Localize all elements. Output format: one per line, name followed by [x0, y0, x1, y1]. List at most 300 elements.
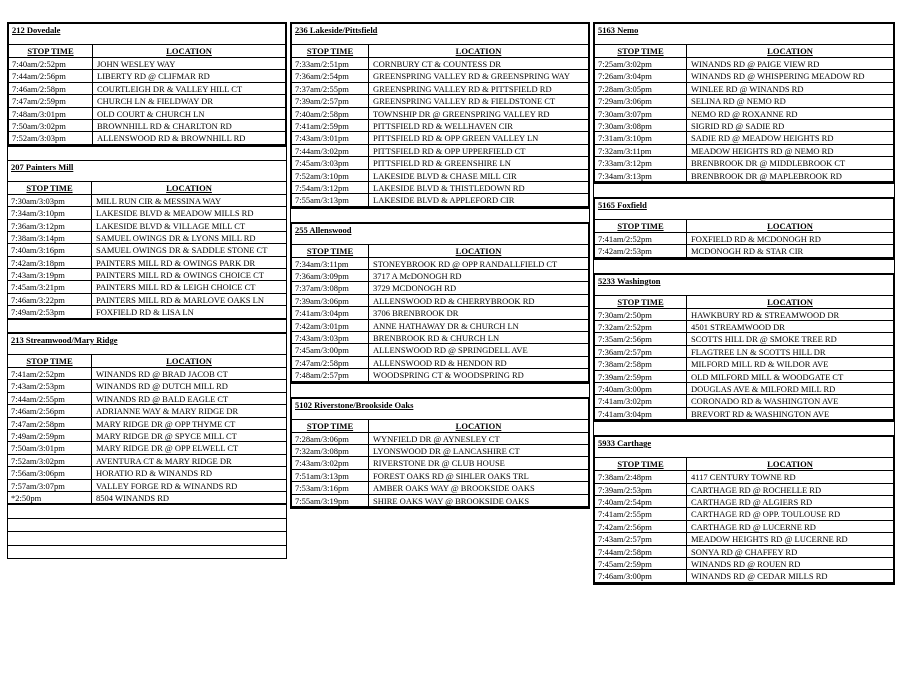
table-row [595, 570, 893, 582]
table-row [595, 371, 893, 383]
location-cell: MARY RIDGE DR @ SPYCE MILL CT [96, 430, 237, 441]
table-row [595, 358, 893, 370]
stop-time-cell: 7:39am/2:59pm [595, 371, 687, 382]
table-header [595, 220, 893, 233]
route-streamwood [7, 333, 287, 505]
stop-time-cell: 7:28am/3:06pm [292, 433, 369, 444]
stop-time-cell: 7:40am/3:00pm [595, 383, 687, 394]
location-cell: WINANDS RD @ ROUEN RD [691, 558, 801, 569]
location-cell: ADRIANNE WAY & MARY RIDGE DR [96, 406, 239, 417]
location-cell: PITTSFIELD RD & OPP UPPERFIELD CT [373, 145, 526, 156]
table-header [9, 45, 285, 58]
route-title: 207 Painters Mill [8, 161, 286, 182]
table-row [9, 58, 285, 70]
location-cell: HAWKBURY RD & STREAMWOOD DR [691, 309, 840, 320]
location-cell: ALLENSWOOD RD & BROWNHILL RD [97, 133, 246, 144]
table-row [8, 393, 286, 405]
stop-time-cell: 7:45am/3:21pm [8, 281, 92, 292]
stop-time-cell: 7:55am/3:19pm [292, 495, 369, 506]
location-cell: MARY RIDGE DR @ OPP THYME CT [96, 418, 236, 429]
table-row [9, 83, 285, 95]
location-cell: PITTSFIELD RD & WELLHAVEN CIR [373, 120, 513, 131]
stop-time-cell: 7:26am/3:04pm [595, 70, 687, 81]
stop-time-cell: 7:34am/3:10pm [8, 207, 92, 218]
table-row [595, 70, 893, 82]
location-cell: STONEYBROOK RD @ OPP RANDALLFIELD CT [373, 258, 558, 269]
location-cell: WYNFIELD DR @ AYNESLEY CT [373, 433, 500, 444]
location-cell: VALLEY FORGE RD & WINANDS RD [96, 480, 238, 491]
stop-time-cell: 7:44am/2:55pm [8, 393, 92, 404]
route-title: 5933 Carthage [595, 437, 893, 458]
route-title: 5233 Washington [595, 275, 893, 296]
table-row [8, 418, 286, 430]
location-cell: CARTHAGE RD @ ALGIERS RD [691, 496, 813, 507]
middle-column [290, 22, 590, 509]
location-cell: 4117 CENTURY TOWNE RD [691, 472, 796, 483]
table-row [292, 270, 588, 282]
stop-time-cell: 7:46am/3:22pm [8, 294, 92, 305]
stop-time-cell: 7:40am/2:54pm [595, 496, 687, 507]
stop-time-cell: 7:30am/3:03pm [8, 195, 92, 206]
stop-time-cell: 7:29am/3:06pm [595, 95, 687, 106]
table-row [292, 344, 588, 356]
route-riverstone [290, 397, 590, 509]
stop-time-cell: 7:47am/2:59pm [9, 95, 93, 106]
table-row [292, 445, 588, 457]
stop-time-header: STOP TIME [292, 245, 369, 257]
empty-row [7, 320, 287, 333]
table-row [595, 383, 893, 395]
stop-time-cell: 7:31am/3:10pm [595, 132, 687, 143]
stop-time-cell: 7:45am/3:00pm [292, 344, 369, 355]
table-row [8, 269, 286, 281]
route-title: 213 Streamwood/Mary Ridge [8, 334, 286, 355]
table-row [595, 333, 893, 345]
location-cell: 3729 MCDONOGH RD [373, 283, 457, 294]
route-dovedale [7, 22, 287, 147]
location-header: LOCATION [166, 46, 212, 56]
stop-time-cell: 7:36am/2:54pm [292, 70, 369, 81]
route-nemo [593, 22, 895, 184]
stop-time-cell: 7:33am/3:12pm [595, 157, 687, 168]
stop-time-cell: 7:36am/3:12pm [8, 220, 92, 231]
location-cell: MCDONOGH RD & STAR CIR [691, 246, 804, 257]
table-row [9, 132, 285, 144]
location-cell: AVENTURA CT & MARY RIDGE DR [96, 455, 232, 466]
location-cell: NEMO RD @ ROXANNE RD [691, 108, 798, 119]
table-row [292, 470, 588, 482]
location-cell: LAKESIDE BLVD & THISTLEDOWN RD [373, 182, 525, 193]
location-cell: WINANDS RD @ CEDAR MILLS RD [691, 571, 828, 582]
location-cell: JOHN WESLEY WAY [97, 59, 176, 69]
location-cell: PAINTERS MILL RD & OWINGS CHOICE CT [96, 270, 264, 281]
table-row [292, 457, 588, 469]
table-row [292, 320, 588, 332]
route-allenswood [290, 222, 590, 384]
table-header [292, 245, 588, 258]
stop-time-cell: 7:38am/2:58pm [595, 358, 687, 369]
table-row [595, 496, 893, 508]
location-cell: LAKESIDE BLVD & MEADOW MILLS RD [96, 208, 254, 219]
table-row [595, 233, 893, 245]
gap [593, 260, 895, 273]
location-cell: 3717 A McDONOGH RD [373, 271, 462, 282]
table-row [8, 455, 286, 467]
stop-time-cell: 7:41am/3:02pm [595, 395, 687, 406]
table-row [8, 257, 286, 269]
stop-time-cell: 7:43am/3:02pm [292, 457, 369, 468]
table-row [595, 245, 893, 257]
stop-time-cell: 7:46am/3:00pm [595, 570, 687, 581]
location-cell: BREVORT RD & WASHINGTON AVE [691, 408, 830, 419]
table-row [9, 95, 285, 107]
table-row [8, 306, 286, 318]
location-cell: CARTHAGE RD @ LUCERNE RD [691, 521, 816, 532]
location-cell: CARTHAGE RD @ ROCHELLE RD [691, 484, 822, 495]
table-row [292, 157, 588, 169]
stop-time-cell: 7:43am/3:19pm [8, 269, 92, 280]
location-cell: FOREST OAKS RD @ SIHLER OAKS TRL [373, 470, 529, 481]
table-row [292, 369, 588, 381]
location-cell: PITTSFIELD RD & GREENSHIRE LN [373, 158, 511, 169]
route-title: 5163 Nemo [595, 24, 893, 45]
stop-time-cell: 7:41am/2:52pm [8, 368, 92, 379]
stop-time-cell: 7:46am/2:58pm [9, 83, 93, 94]
route-lakeside [290, 22, 590, 209]
table-row [8, 281, 286, 293]
table-row [595, 132, 893, 144]
location-header: LOCATION [455, 420, 502, 431]
stop-time-header: STOP TIME [8, 355, 92, 367]
stop-time-cell: 7:55am/3:13pm [292, 194, 369, 205]
stop-time-cell: 7:25am/3:02pm [595, 58, 687, 69]
table-row [595, 58, 893, 70]
location-cell: GREENSPRING VALLEY RD & FIELDSTONE CT [373, 96, 556, 107]
location-cell: CARTHAGE RD @ OPP. TOULOUSE RD [691, 509, 841, 520]
stop-time-cell: 7:39am/2:57pm [292, 95, 369, 106]
table-header [595, 45, 893, 58]
route-carthage [593, 435, 895, 585]
stop-time-cell: 7:42am/3:18pm [8, 257, 92, 268]
stop-time-cell: 7:39am/2:53pm [595, 484, 687, 495]
stop-time-cell: 7:52am/3:10pm [292, 170, 369, 181]
table-row [8, 480, 286, 492]
stop-time-cell: 7:42am/3:01pm [292, 320, 369, 331]
location-cell: MEADOW HEIGHTS RD @ LUCERNE RD [691, 534, 848, 545]
table-row [595, 346, 893, 358]
empty-row [7, 519, 287, 532]
table-row [292, 83, 588, 95]
stop-time-cell: 7:30am/3:08pm [595, 120, 687, 131]
table-row [595, 95, 893, 107]
stop-time-cell: 7:34am/3:11pm [292, 258, 369, 269]
stop-time-cell: 7:56am/3:06pm [8, 467, 92, 478]
stop-time-cell: 7:28am/3:05pm [595, 83, 687, 94]
stop-time-cell: 7:33am/2:51pm [292, 58, 369, 69]
stop-time-header: STOP TIME [595, 45, 687, 57]
table-row [8, 368, 286, 380]
stop-time-header: STOP TIME [595, 220, 687, 232]
stop-time-cell: 7:43am/2:53pm [8, 380, 92, 391]
table-row [292, 307, 588, 319]
route-title: 212 Dovedale [9, 24, 285, 45]
stop-time-cell: 7:40am/2:52pm [9, 58, 93, 69]
table-row [595, 508, 893, 520]
table-row [292, 332, 588, 344]
location-cell: 4501 STREAMWOOD DR [691, 322, 785, 333]
location-cell: FOXFIELD RD & LISA LN [96, 307, 194, 318]
stop-time-cell: 7:41am/3:04pm [292, 307, 369, 318]
stop-time-cell: 7:36am/3:09pm [292, 270, 369, 281]
location-cell: 8504 WINANDS RD [96, 492, 170, 503]
table-row [292, 108, 588, 120]
table-row [292, 120, 588, 132]
stop-time-cell: 7:37am/3:08pm [292, 282, 369, 293]
location-cell: SAMUEL OWINGS DR & LYONS MILL RD [96, 232, 256, 243]
route-washington [593, 273, 895, 423]
location-cell: SADIE RD @ MEADOW HEIGHTS RD [691, 133, 834, 144]
stop-time-cell: 7:52am/3:02pm [8, 455, 92, 466]
stop-time-cell: 7:53am/3:16pm [292, 482, 369, 493]
stop-time-cell: 7:41am/2:59pm [292, 120, 369, 131]
location-cell: TOWNSHIP DR @ GREENSPRING VALLEY RD [373, 108, 550, 119]
location-cell: BRENBROOK DR @ MIDDLEBROOK CT [691, 158, 846, 169]
table-row [8, 220, 286, 232]
stop-time-cell: 7:40am/3:16pm [8, 244, 92, 255]
table-row [8, 232, 286, 244]
table-row [8, 405, 286, 417]
location-header: LOCATION [767, 220, 813, 231]
location-cell: BROWNHILL RD & CHARLTON RD [97, 120, 232, 131]
location-cell: PAINTERS MILL RD & OWINGS PARK DR [96, 257, 256, 268]
location-cell: LAKESIDE BLVD & VILLAGE MILL CT [96, 220, 246, 231]
table-row [8, 430, 286, 442]
table-row [8, 244, 286, 256]
table-row [595, 408, 893, 420]
table-row [292, 482, 588, 494]
table-row [595, 170, 893, 182]
stop-time-cell: 7:45am/3:03pm [292, 157, 369, 168]
table-row [292, 282, 588, 294]
table-row [595, 558, 893, 570]
stop-time-cell: 7:46am/2:56pm [8, 405, 92, 416]
location-cell: GREENSPRING VALLEY RD & PITTSFIELD RD [373, 83, 552, 94]
location-cell: WINLEE RD @ WINANDS RD [691, 83, 804, 94]
table-row [292, 58, 588, 70]
location-cell: COURTLEIGH DR & VALLEY HILL CT [97, 83, 243, 94]
stop-time-cell: 7:57am/3:07pm [8, 480, 92, 491]
location-cell: WINANDS RD @ WHISPERING MEADOW RD [691, 71, 865, 82]
table-row [292, 170, 588, 182]
route-painters-mill [7, 160, 287, 320]
stop-time-cell: 7:38am/3:14pm [8, 232, 92, 243]
stop-time-cell: 7:42am/2:56pm [595, 521, 687, 532]
stop-time-header: STOP TIME [8, 182, 92, 194]
left-column [7, 22, 287, 559]
table-row [595, 521, 893, 533]
stop-time-cell: 7:50am/3:02pm [9, 120, 93, 131]
table-row [292, 145, 588, 157]
route-foxfield [593, 197, 895, 260]
stop-time-cell: 7:52am/3:03pm [9, 132, 93, 143]
table-row [9, 108, 285, 120]
location-cell: LAKESIDE BLVD & CHASE MILL CIR [373, 170, 517, 181]
stop-time-header: STOP TIME [595, 458, 687, 470]
stop-time-header: STOP TIME [9, 45, 93, 57]
table-row [292, 433, 588, 445]
route-title: 5102 Riverstone/Brookside Oaks [292, 399, 588, 420]
table-row [8, 492, 286, 504]
location-cell: FLAGTREE LN & SCOTTS HILL DR [691, 346, 826, 357]
location-cell: MILFORD MILL RD & WILDOR AVE [691, 359, 829, 370]
empty-row [7, 505, 287, 518]
stop-time-cell: *2:50pm [8, 492, 92, 503]
table-row [595, 321, 893, 333]
location-cell: CORONADO RD & WASHINGTON AVE [691, 396, 839, 407]
stop-time-cell: 7:42am/2:53pm [595, 245, 687, 256]
table-row [595, 309, 893, 321]
gap [7, 147, 287, 160]
location-cell: MARY RIDGE DR @ OPP ELWELL CT [96, 443, 239, 454]
location-cell: MILL RUN CIR & MESSINA WAY [96, 195, 222, 206]
table-row [595, 108, 893, 120]
location-cell: CHURCH LN & FIELDWAY DR [97, 96, 214, 107]
location-cell: SONYA RD @ CHAFFEY RD [691, 546, 798, 557]
location-cell: RIVERSTONE DR @ CLUB HOUSE [373, 458, 505, 469]
stop-time-cell: 7:40am/2:58pm [292, 108, 369, 119]
location-cell: BRENBROOK RD & CHURCH LN [373, 333, 500, 344]
stop-time-header: STOP TIME [292, 45, 369, 57]
stop-time-header: STOP TIME [292, 420, 369, 432]
table-row [8, 442, 286, 454]
stop-time-cell: 7:39am/3:06pm [292, 295, 369, 306]
gap [593, 184, 895, 197]
table-row [595, 395, 893, 407]
stop-time-cell: 7:47am/2:58pm [8, 418, 92, 429]
location-cell: PAINTERS MILL RD & LEIGH CHOICE CT [96, 282, 256, 293]
right-column [593, 22, 895, 585]
location-cell: WINANDS RD @ BRAD JACOB CT [96, 369, 228, 380]
location-cell: SAMUEL OWINGS DR & SADDLE STONE CT [96, 245, 268, 256]
location-cell: ALLENSWOOD RD & HENDON RD [373, 357, 507, 368]
location-header: LOCATION [455, 46, 502, 56]
location-cell: ALLENSWOOD RD & CHERRYBROOK RD [373, 295, 535, 306]
location-cell: 3706 BRENBROOK DR [373, 308, 459, 319]
location-cell: ANNE HATHAWAY DR & CHURCH LN [373, 320, 519, 331]
empty-row [7, 532, 287, 545]
location-cell: SELINA RD @ NEMO RD [691, 96, 786, 107]
stop-time-cell: 7:54am/3:12pm [292, 182, 369, 193]
location-cell: AMBER OAKS WAY @ BROOKSIDE OAKS [373, 483, 535, 494]
table-header [8, 355, 286, 368]
stop-time-cell: 7:36am/2:57pm [595, 346, 687, 357]
stop-time-cell: 7:45am/2:59pm [595, 558, 687, 569]
table-header [595, 458, 893, 471]
location-cell: WINANDS RD @ DUTCH MILL RD [96, 381, 228, 392]
table-row [595, 471, 893, 483]
table-row [9, 120, 285, 132]
table-row [595, 120, 893, 132]
table-row [292, 295, 588, 307]
table-row [8, 467, 286, 479]
table-row [595, 484, 893, 496]
stop-time-cell: 7:43am/3:01pm [292, 132, 369, 143]
stop-time-cell: 7:38am/2:48pm [595, 471, 687, 482]
stop-time-cell: 7:32am/3:11pm [595, 145, 687, 156]
location-cell: GREENSPRING VALLEY RD & GREENSPRING WAY [373, 71, 571, 82]
table-row [8, 195, 286, 207]
route-title: 255 Allenswood [292, 224, 588, 245]
gap [593, 422, 895, 435]
table-row [595, 83, 893, 95]
stop-time-cell: 7:48am/3:01pm [9, 108, 93, 119]
table-row [9, 70, 285, 82]
stop-time-cell: 7:48am/2:57pm [292, 369, 369, 380]
stop-time-cell: 7:32am/3:08pm [292, 445, 369, 456]
location-cell: DOUGLAS AVE & MILFORD MILL RD [691, 384, 836, 395]
location-cell: SCOTTS HILL DR @ SMOKE TREE RD [691, 334, 837, 345]
table-header [8, 182, 286, 195]
stop-time-header: STOP TIME [595, 296, 687, 308]
stop-time-cell: 7:43am/3:03pm [292, 332, 369, 343]
location-cell: FOXFIELD RD & MCDONOGH RD [691, 233, 821, 244]
location-cell: SIGRID RD @ SADIE RD [691, 120, 785, 131]
stop-time-cell: 7:37am/2:55pm [292, 83, 369, 94]
table-row [595, 145, 893, 157]
table-row [292, 357, 588, 369]
location-cell: PITTSFIELD RD & OPP GREEN VALLEY LN [373, 133, 539, 144]
stop-time-cell: 7:49am/2:59pm [8, 430, 92, 441]
stop-time-cell: 7:51am/3:13pm [292, 470, 369, 481]
table-header [292, 420, 588, 433]
stop-time-cell: 7:41am/2:55pm [595, 508, 687, 519]
stop-time-cell: 7:30am/3:07pm [595, 108, 687, 119]
table-row [292, 258, 588, 270]
stop-time-cell: 7:41am/2:52pm [595, 233, 687, 244]
stop-time-cell: 7:44am/2:56pm [9, 70, 93, 81]
table-row [8, 294, 286, 306]
gap [290, 384, 590, 397]
table-row [595, 533, 893, 545]
location-header: LOCATION [767, 296, 813, 307]
location-cell: LIBERTY RD @ CLIFMAR RD [97, 71, 210, 82]
stop-time-cell: 7:50am/3:01pm [8, 442, 92, 453]
location-cell: OLD COURT & CHURCH LN [97, 108, 205, 119]
empty-row [7, 546, 287, 559]
stop-time-cell: 7:41am/3:04pm [595, 408, 687, 419]
location-cell: MEADOW HEIGHTS RD @ NEMO RD [691, 145, 834, 156]
table-row [292, 495, 588, 507]
location-header: LOCATION [166, 356, 212, 367]
table-row [595, 157, 893, 169]
location-header: LOCATION [455, 245, 502, 256]
gap [290, 209, 590, 222]
table-row [8, 380, 286, 392]
stop-time-cell: 7:44am/2:58pm [595, 546, 687, 557]
location-header: LOCATION [767, 46, 813, 56]
table-header [292, 45, 588, 58]
table-row [292, 95, 588, 107]
table-row [292, 182, 588, 194]
location-cell: CORNBURY CT & COUNTESS DR [373, 59, 501, 69]
table-row [292, 194, 588, 206]
location-cell: BRENBROOK DR @ MAPLEBROOK RD [691, 170, 842, 181]
stop-time-cell: 7:34am/3:13pm [595, 170, 687, 181]
table-row [292, 70, 588, 82]
location-cell: WINANDS RD @ BALD EAGLE CT [96, 393, 229, 404]
location-cell: WINANDS RD @ PAIGE VIEW RD [691, 59, 820, 69]
stop-time-cell: 7:30am/2:50pm [595, 309, 687, 320]
